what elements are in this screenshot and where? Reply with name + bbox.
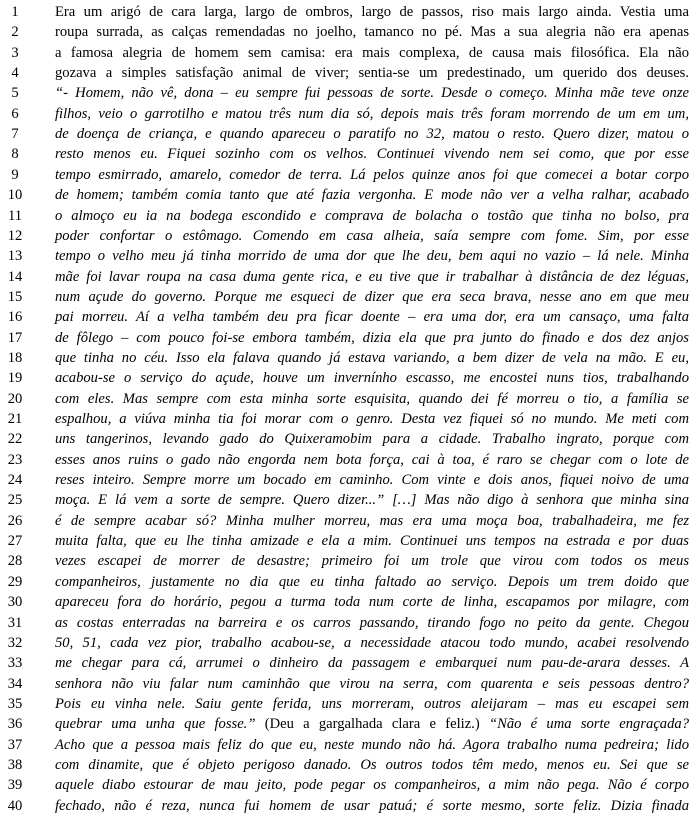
line-text — [55, 144, 689, 164]
line-text — [55, 572, 689, 592]
text-line — [0, 144, 700, 164]
line-text — [55, 368, 689, 388]
line-number: 17 — [7, 329, 23, 346]
line-number: 31 — [7, 614, 23, 631]
line-text — [55, 551, 689, 571]
line-text — [55, 796, 689, 816]
text-segment: com dinamite, que é objeto perigoso danado. Os outros todos têm medo, menos eu. Sei que se — [55, 756, 689, 773]
line-text — [55, 613, 689, 633]
text-segment: tempo esmirrado, amarelo, comedor de terra. Lá pelos quinze anos foi que comecei a botar corpo — [55, 166, 689, 183]
text-line — [0, 22, 700, 42]
line-number: 30 — [7, 594, 23, 611]
line-text — [55, 429, 689, 449]
text-line — [0, 206, 700, 226]
text-segment: esses anos ruins o gado não engorda nem bota força, cai à toa, é raro se chegar com o lote de — [55, 451, 689, 468]
line-text — [55, 287, 689, 307]
text-segment: a famosa alegria de homem sem camisa: era mais complexa, de causa mais filosófica. Ela não — [55, 44, 689, 61]
text-segment: reses inteiro. Sempre morre um bocado em caminho. Com vinte e dois anos, fiquei noivo de uma — [55, 472, 689, 489]
text-line — [0, 267, 700, 287]
text-segment: roupa surrada, as calças remendadas no joelho, tamanco no pé. Mas a sua alegria não era apenas — [55, 24, 689, 41]
text-line — [0, 2, 700, 22]
text-segment: (Deu a gargalhada clara e feliz.) — [264, 716, 489, 733]
text-line — [0, 165, 700, 185]
text-segment: companheiros, justamente no dia que eu tinha faltado ao serviço. Depois um trem doido que — [55, 573, 689, 590]
line-text — [55, 674, 689, 694]
text-line — [0, 83, 700, 103]
text-segment: uns tangerinos, levando gado do Quixeramobim para a cidade. Trabalho ingrato, porque com — [55, 431, 689, 448]
line-number: 36 — [7, 716, 23, 733]
text-segment: tempo o velho meu já tinha morrido de uma dor que lhe deu, bem aqui no vazio – lá nele. Minha — [55, 248, 689, 265]
line-text — [55, 328, 689, 348]
text-line — [0, 735, 700, 755]
line-text — [55, 735, 689, 755]
text-segment: fechado, não é reza, nunca fui homem de usar patuá; é sorte mesmo, sorte feliz. Dizia finada — [55, 797, 689, 814]
line-number: 10 — [7, 187, 23, 204]
line-number: 16 — [7, 309, 23, 326]
line-number: 4 — [11, 65, 19, 82]
line-text — [55, 63, 689, 83]
text-line — [0, 43, 700, 63]
text-segment: espalhou, a viúva minha tia foi morar com o genro. Desta vez fiquei só no mundo. Me meti com — [55, 411, 689, 427]
line-number: 7 — [11, 126, 19, 143]
text-line — [0, 409, 700, 429]
line-text — [55, 531, 689, 551]
text-line — [0, 104, 700, 124]
text-segment: num açude do governo. Porque me esqueci de dizer que era seca brava, nesse ano em que meu — [55, 288, 689, 305]
text-segment: gozava a simples satisfação animal de viver; sentia-se um predestinado, um querido dos deuses. — [55, 65, 689, 82]
text-segment: resto menos eu. Fiquei sozinho com os velhos. Continuei vivendo nem sei como, que por esse — [55, 146, 689, 163]
line-number: 29 — [7, 573, 23, 590]
line-text — [55, 226, 689, 246]
line-number: 15 — [7, 288, 23, 305]
line-number: 22 — [7, 431, 23, 448]
line-text — [55, 755, 689, 775]
text-segment: que tinha no céu. Isso ela falava quando já estava variando, a bem dizer de vela na mão. E eu, — [55, 349, 689, 366]
text-line — [0, 246, 700, 266]
line-number: 9 — [11, 166, 19, 183]
text-line — [0, 226, 700, 246]
line-number: 32 — [7, 634, 23, 651]
text-segment: me chegar para cá, arrumei o dinheiro da passagem e embarquei num pau-de-arara desses. A — [55, 655, 689, 672]
line-text — [55, 83, 689, 103]
line-text — [55, 389, 689, 409]
line-text — [55, 307, 689, 327]
line-text — [55, 348, 689, 368]
line-number: 19 — [7, 370, 23, 387]
text-segment: mãe foi lavar roupa na casa duma gente rica, e eu tive que ir trabalhar à distância de dez léguas, — [55, 268, 689, 285]
text-segment: vezes escapei de morrer de desastre; primeiro foi um trole que virou com todos os meus — [55, 553, 689, 570]
text-segment: Pois eu vinha nele. Saiu gente ferida, uns morreram, outros aleijaram – mas eu escapei sem — [55, 695, 689, 712]
line-text — [55, 22, 689, 42]
line-text — [55, 653, 689, 673]
text-line — [0, 429, 700, 449]
line-text — [55, 206, 689, 226]
line-number: 27 — [7, 533, 23, 550]
text-line — [0, 613, 700, 633]
line-text — [55, 43, 689, 63]
line-text — [55, 714, 689, 734]
line-text — [55, 409, 689, 429]
line-number: 8 — [11, 146, 19, 163]
text-segment: as costas enterradas na barreira e os carros passando, tirando fogo no peito da gente. Chegou — [55, 614, 689, 631]
text-segment: com eles. Mas sempre com esta minha sorte esquisita, quando dei fé morreu o tio, a família se — [55, 390, 689, 407]
line-number: 33 — [7, 655, 23, 672]
line-text — [55, 267, 689, 287]
text-segment: Acho que a pessoa mais feliz do que eu, neste mundo não há. Agora trabalho numa pedreira; lido — [55, 736, 689, 753]
line-number: 28 — [7, 553, 23, 570]
line-number: 26 — [7, 512, 23, 529]
text-segment: é de sempre acabar só? Minha mulher morreu, mas era uma moça boa, trabalhadeira, me fez — [55, 512, 689, 529]
line-number: 34 — [7, 675, 23, 692]
text-line — [0, 470, 700, 490]
line-number: 39 — [7, 777, 23, 794]
text-segment: de fôlego – com pouco foi-se embora também, dizia ela que pra junto do finado e dos dez anjos — [55, 329, 689, 346]
text-line — [0, 511, 700, 531]
line-text — [55, 450, 689, 470]
text-line — [0, 775, 700, 795]
text-line — [0, 307, 700, 327]
text-line — [0, 124, 700, 144]
line-text — [55, 246, 689, 266]
text-segment: filhos, veio o garrotilho e matou três num dia só, depois mais três foram morrendo de um em um, — [55, 105, 689, 122]
line-text — [55, 104, 689, 124]
text-segment: moça. E lá vem a sorte de sempre. Quero dizer...” […] Mas não digo à senhora que minha sina — [55, 492, 689, 509]
text-line — [0, 450, 700, 470]
text-segment: Era um arigó de cara larga, largo de ombros, largo de passos, riso mais largo ainda. Vestia uma — [55, 4, 689, 20]
text-segment: muita falta, que eu lhe tinha amizade e ela a mim. Continuei uns tempos na estrada e por duas — [55, 533, 689, 550]
text-line — [0, 531, 700, 551]
text-line — [0, 490, 700, 510]
text-segment: “- Homem, não vê, dona – eu sempre fui pessoas de sorte. Desde o começo. Minha mãe teve onze — [55, 85, 689, 102]
line-number: 24 — [7, 472, 23, 489]
line-text — [55, 185, 689, 205]
line-text — [55, 633, 689, 653]
line-text — [55, 470, 689, 490]
text-segment: apareceu fora do horário, pegou a turma toda num corte de linha, escapamos por milagre, com — [55, 594, 689, 611]
text-segment: o almoço eu ia na bodega escondido e comprava de bolacha o tostão que tinha no bolso, pra — [55, 207, 689, 224]
line-number: 1 — [11, 4, 19, 20]
text-segment: acabou-se o serviço do açude, houve um invernínho escasso, me encostei nuns tios, trabalhando — [55, 370, 689, 387]
line-number: 20 — [7, 390, 23, 407]
line-number: 18 — [7, 349, 23, 366]
line-text — [55, 511, 689, 531]
text-line — [0, 653, 700, 673]
line-text — [55, 165, 689, 185]
text-line — [0, 551, 700, 571]
text-line — [0, 633, 700, 653]
text-segment: de doença de criança, e quando apareceu o paratifo no 32, matou o resto. Quero dizer, matou o — [55, 126, 689, 143]
text-line — [0, 368, 700, 388]
text-line — [0, 714, 700, 734]
text-segment: senhora não viu falar num caminhão que virou na serra, com quarenta e seis pessoas dentro? — [55, 675, 689, 692]
text-segment: pai morreu. Aí a velha também deu pra ficar doente – era uma dor, era um cansaço, uma falta — [55, 309, 689, 326]
text-segment: de homem; também comia tanto que até fazia vergonha. E mode não ver a velha ralhar, acabado — [55, 187, 689, 204]
text-segment: “Não é uma sorte engraçada? — [488, 716, 689, 733]
line-text — [55, 694, 689, 714]
text-line — [0, 674, 700, 694]
text-line — [0, 592, 700, 612]
text-line — [0, 328, 700, 348]
text-line — [0, 755, 700, 775]
line-number: 25 — [7, 492, 23, 509]
line-number: 14 — [7, 268, 23, 285]
text-line — [0, 572, 700, 592]
line-number: 23 — [7, 451, 23, 468]
line-text — [55, 592, 689, 612]
text-segment: aquele diabo estourar de mau jeito, pode pegar os companheiros, a mim não pega. Não é corpo — [55, 777, 689, 794]
line-number: 38 — [7, 756, 23, 773]
line-text — [55, 490, 689, 510]
text-segment: 50, 51, cada vez pior, trabalho acabou-se, a necessidade atacou todo mundo, acabei resolvendo — [55, 634, 689, 651]
line-number: 40 — [7, 797, 23, 814]
text-line — [0, 389, 700, 409]
line-number: 12 — [7, 227, 23, 244]
line-number: 11 — [7, 207, 23, 224]
text-line — [0, 287, 700, 307]
line-number: 5 — [11, 85, 19, 102]
line-text — [55, 775, 689, 795]
line-number: 35 — [7, 695, 23, 712]
text-line — [0, 63, 700, 83]
line-number: 6 — [11, 105, 19, 122]
line-text — [55, 124, 689, 144]
line-number: 2 — [11, 24, 19, 41]
text-segment: quebrar uma unha que fosse.” — [55, 716, 265, 733]
text-line — [0, 348, 700, 368]
text-line — [0, 185, 700, 205]
text-segment: poder confortar o estômago. Comendo em casa alheia, saía sempre com fome. Sim, por esse — [55, 227, 689, 244]
text-line — [0, 796, 700, 816]
line-number: 13 — [7, 248, 23, 265]
line-number: 3 — [11, 44, 19, 61]
text-line — [0, 694, 700, 714]
line-text — [55, 2, 689, 22]
line-number: 21 — [7, 411, 23, 427]
line-number: 37 — [7, 736, 23, 753]
